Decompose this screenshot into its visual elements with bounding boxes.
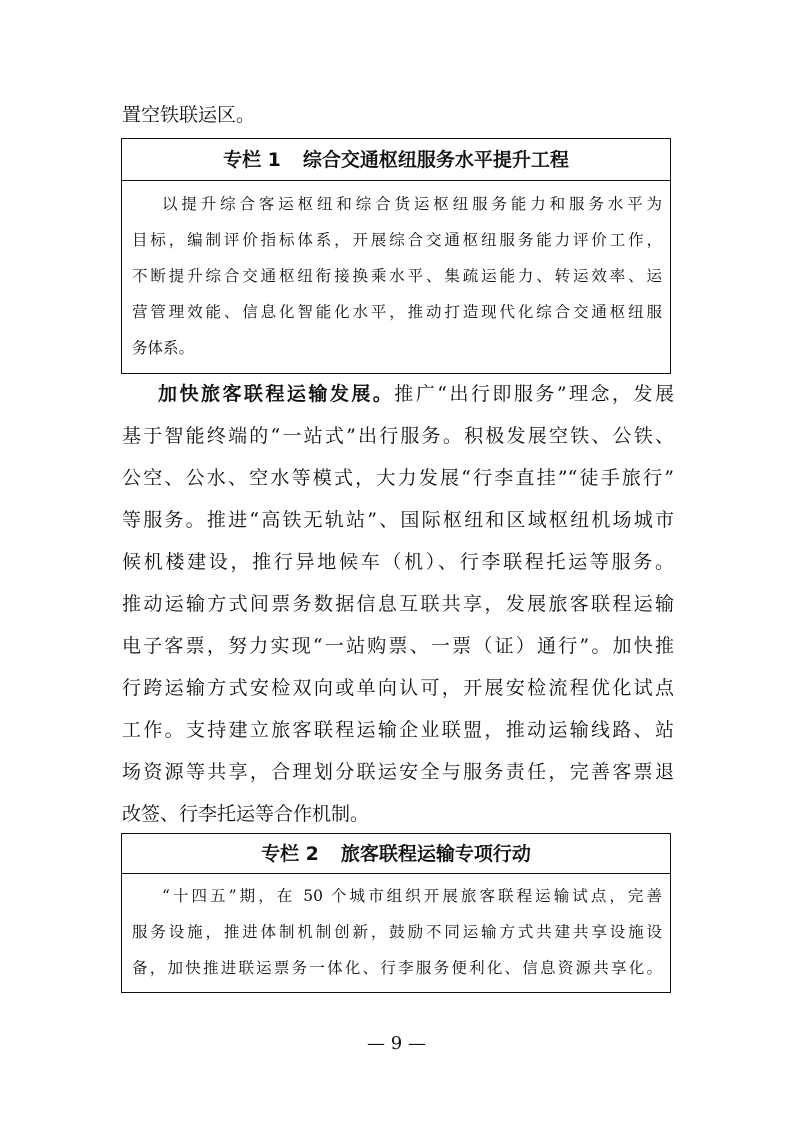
feature-box-2-label: 专栏 2: [261, 843, 319, 865]
paragraph-line: 推动运输方式间票务数据信息互联共享，发展旅客联程运输: [122, 593, 674, 615]
continuation-text: 置空铁联运区。: [122, 104, 256, 126]
page-number: — 9 —: [367, 1033, 426, 1054]
feature-box-1-line: 以提升综合客运枢纽和综合货运枢纽服务能力和服务水平为: [162, 195, 662, 213]
paragraph-line: 公空、公水、空水等模式，大力发展“行李直挂”“徒手旅行”: [122, 467, 674, 489]
paragraph-line: [122, 381, 674, 407]
feature-box-2-title: [122, 834, 670, 874]
feature-box-1-line: 目标，编制评价指标体系，开展综合交通枢纽服务能力评价工作，: [132, 231, 662, 249]
paragraph-line: 工作。支持建立旅客联程运输企业联盟，推动运输线路、站: [122, 719, 674, 741]
paragraph-lead: 加快旅客联程运输发展。: [158, 383, 395, 405]
paragraph-line: 基于智能终端的“一站式”出行服务。积极发展空铁、公铁、: [122, 425, 674, 447]
paragraph-line: 行跨运输方式安检双向或单向认可，开展安检流程优化试点: [122, 677, 674, 699]
feature-box-1-title: [122, 139, 670, 181]
paragraph-line: 场资源等共享，合理划分联运安全与服务责任，完善客票退: [122, 761, 674, 783]
paragraph-line: 候机楼建设，推行异地候车（机）、行李联程托运等服务。: [122, 551, 674, 573]
feature-box-1-heading: 综合交通枢纽服务水平提升工程: [302, 149, 569, 171]
paragraph-line: 改签、行李托运等合作机制。: [122, 803, 370, 825]
feature-box-1: [121, 138, 671, 374]
feature-box-1-line: 不断提升综合交通枢纽衔接换乘水平、集疏运能力、转运效率、运: [132, 267, 662, 285]
feature-box-1-label: 专栏 1: [223, 149, 281, 171]
feature-box-2-line: “十四五”期，在 50 个城市组织开展旅客联程运输试点，完善: [162, 887, 662, 905]
feature-box-2-line: 服务设施，推进体制机制创新，鼓励不同运输方式共建共享设施设: [132, 923, 662, 941]
paragraph-first-text: 推广“出行即服务”理念，发展: [394, 383, 674, 405]
feature-box-2-line: 备，加快推进联运票务一体化、行李服务便利化、信息资源共享化。: [132, 959, 662, 977]
paragraph-line: 等服务。推进“高铁无轨站”、国际枢纽和区域枢纽机场城市: [122, 509, 674, 531]
feature-box-1-line: 营管理效能、信息化智能化水平，推动打造现代化综合交通枢纽服: [132, 303, 662, 321]
paragraph-line: 电子客票，努力实现“一站购票、一票（证）通行”。加快推: [122, 635, 674, 657]
feature-box-2-heading: 旅客联程运输专项行动: [340, 843, 531, 865]
feature-box-1-line: 务体系。: [132, 339, 195, 357]
feature-box-2: [121, 833, 671, 993]
